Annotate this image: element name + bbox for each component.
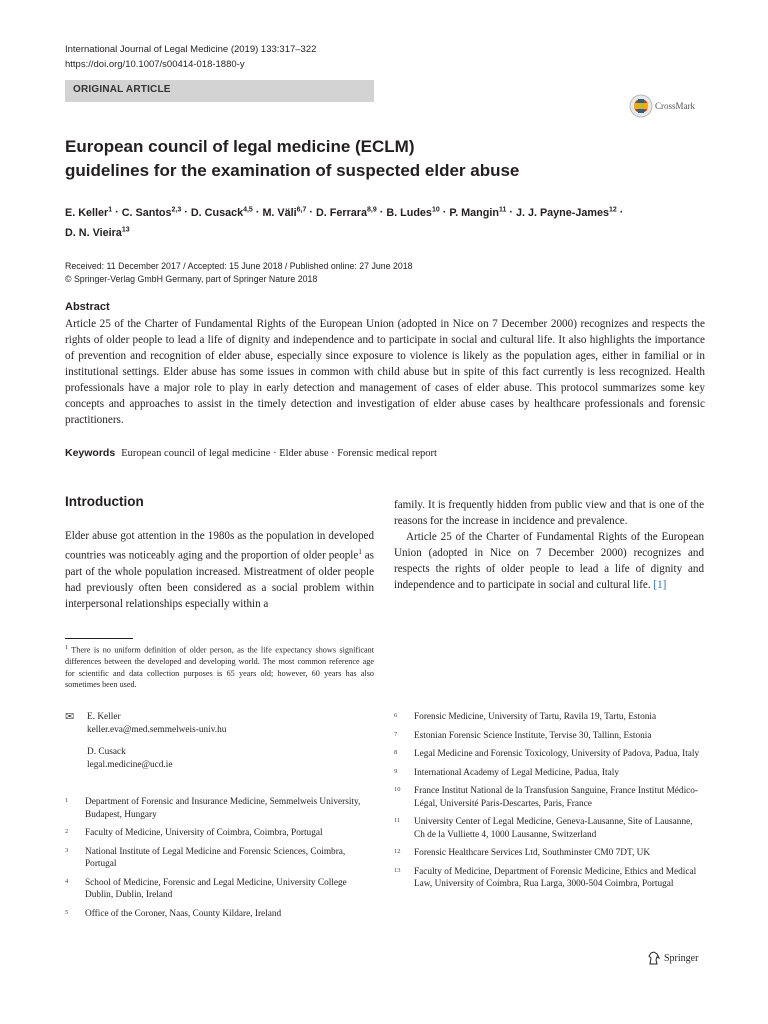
author[interactable]: E. Keller$^1$ [65,206,113,219]
author[interactable]: D. Cusack$^{4,5}$ [190,206,253,219]
footnote-text: There is no uniform definition of older person, as the life expectancy shows significant differences between the developed and developing world. The most common reference age for scientific and data collection purposes is 65 years old; however, 60 years has also sometimes been used. [65,645,374,690]
correspondent-name: D. Cusack [87,747,126,757]
article-type-label: ORIGINAL ARTICLE [73,84,171,95]
keywords [65,446,437,461]
footnote-ref[interactable]: 1 [358,548,362,556]
springer-horse-icon [648,951,660,965]
article-type-banner [65,80,374,102]
received-accepted-published: Received: 11 December 2017 / Accepted: 15 June 2018 / Published online: 27 June 2018 [65,261,413,271]
correspondent-email[interactable]: keller.eva@med.semmelweis-univ.hu [87,724,227,735]
publisher-name: Springer [664,952,699,964]
intro-column-left [65,528,374,612]
author[interactable]: C. Santos$^{2,3}$ [121,206,182,219]
article-title [65,135,705,183]
affiliation-item: 7 Estonian Forensic Science Institute, Tervise 30, Tallinn, Estonia [394,730,652,741]
section-heading-introduction: Introduction [65,494,144,509]
correspondent-name: E. Keller [87,712,121,722]
author[interactable]: B. Ludes$^{10}$ [386,206,440,219]
affiliation-item: 2 Faculty of Medicine, University of Coimbra, Coimbra, Portugal [65,828,323,838]
paragraph: Article 25 of the Charter of Fundamental Rights of the European Union (adopted in Nice on 7 December 2000) recognizes and respects the rights of older people to lead a life of dignity and independence and to participate in social and cultural life. [1] [394,531,704,591]
correspondence [65,711,374,781]
affiliations-left [65,796,365,926]
citation-link[interactable]: [1] [653,579,667,591]
copyright-line: © Springer-Verlag GmbH Germany, part of Springer Nature 2018 [65,273,318,284]
author[interactable]: D. Ferrara$^{8,9}$ [315,206,377,219]
keywords-label: Keywords [65,447,116,459]
keywords-text: European council of legal medicine · Elder abuse · Forensic medical report [121,448,437,459]
author[interactable]: M. Väli$^{6,7}$ [262,206,307,219]
title-line-1: European council of legal medicine (ECLM) [65,137,415,156]
affiliation-item: 12 Forensic Healthcare Services Ltd, Southminster CM0 7DT, UK [394,848,651,858]
author[interactable]: D. N. Vieira$^{13}$ [65,226,130,240]
affiliation-item: 11 University Center of Legal Medicine, Geneva-Lausanne, Site of Lausanne, Ch de la Vulliette 4, 1000 Lausanne, Switzerland [394,817,693,840]
journal-name: International Journal of Legal Medicine (2019) 133:317–322 [65,44,317,55]
affiliation-item: 4 School of Medicine, Forensic and Legal Medicine, University College Dublin, Dublin, Ireland [65,877,347,900]
author-list: E. Keller$^1$ · C. Santos$^{2,3}$ · D. Cusack$^{4,5}$ · M. Väli$^{6,7}$ · D. Ferrara$^{8,9}$ · B. Ludes$^{10}$ · P. Mangin$^{11}$ · J. J. Payne-James$^{12}$ · D. N. Vieira$^{13}$ [65,206,624,240]
copyright-icon: © [65,273,74,284]
affiliation-item: 13 Faculty of Medicine, Department of Forensic Medicine, Ethics and Medical Law, University of Coimbra, Rua Larga, 3000-504 Coimbra, Portugal [394,866,697,889]
footnote-number: 1 [65,645,68,651]
correspondence-entry [65,746,374,771]
crossmark-badge[interactable] [629,91,705,121]
abstract-heading: Abstract [65,301,110,313]
crossmark-label: CrossMark [655,101,695,111]
envelope-icon: ✉ [65,711,75,723]
affiliation-item: 8 Legal Medicine and Forensic Toxicology, University of Padova, Padua, Italy [394,749,700,759]
footnote-divider [65,638,133,639]
paragraph: family. It is frequently hidden from public view and that is one of the reasons for the increase in incidence and prevalence. [394,499,704,527]
title-line-2: guidelines for the examination of suspected elder abuse [65,161,520,180]
affiliation-item: 5 Office of the Coroner, Naas, County Kildare, Ireland [65,908,282,919]
affiliation-item: 10 France Institut National de la Transfusion Sanguine, France Institut Médico-Légal, Université Paris-Descartes, Paris, France [394,786,699,809]
paragraph: Elder abuse got attention in the 1980s as the population in developed countries was noticeably aging and the proportion of older people$^1$ as part of the whole population increased. Mistreatment of older people had previously often been considered as a social problem within interpersonal relationships especially within a [65,530,375,610]
publisher-logo [648,951,698,965]
affiliation-item: 6 Forensic Medicine, University of Tartu, Ravila 19, Tartu, Estonia [394,712,657,722]
affiliation-item: 1 Department of Forensic and Insurance Medicine, Semmelweis University, Budapest, Hungary [65,797,361,820]
correspondence-entry [65,711,374,736]
author[interactable]: J. J. Payne-James$^{12}$ [515,206,617,219]
footnote [65,643,374,691]
doi-link[interactable]: https://doi.org/10.1007/s00414-018-1880-y [65,59,245,70]
publication-dates [65,260,413,285]
intro-column-right [394,497,704,593]
affiliation-item: 9 International Academy of Legal Medicine, Padua, Italy [394,767,619,778]
affiliation-item: 3 National Institute of Legal Medicine and Forensic Sciences, Coimbra, Portugal [65,846,346,869]
abstract-body: Article 25 of the Charter of Fundamental Rights of the European Union (adopted in Nice on 7 December 2000) recognizes and respects the rights of older people to lead a life of dignity and independence and to participate in social and cultural life. It also highlights the importance of prevention and recognition of elder abuse, especially since exposure to violence is likely as the population ages, either in familial or in institutional settings. Elder abuse has some issues in common with child abuse but in spite of this fact currently is less recognized. Health professionals have a major role to play in early detection and management of cases of elder abuse. This protocol summarizes some key concepts and approaches to assist in the timely detection and investigation of elder abuse cases by healthcare professionals and forensic practitioners. [65,318,705,426]
correspondent-email[interactable]: legal.medicine@ucd.ie [87,759,173,770]
author[interactable]: P. Mangin$^{11}$ [449,206,507,219]
affiliations-right [394,711,704,897]
crossmark-icon [629,94,653,118]
journal-citation [65,42,316,72]
